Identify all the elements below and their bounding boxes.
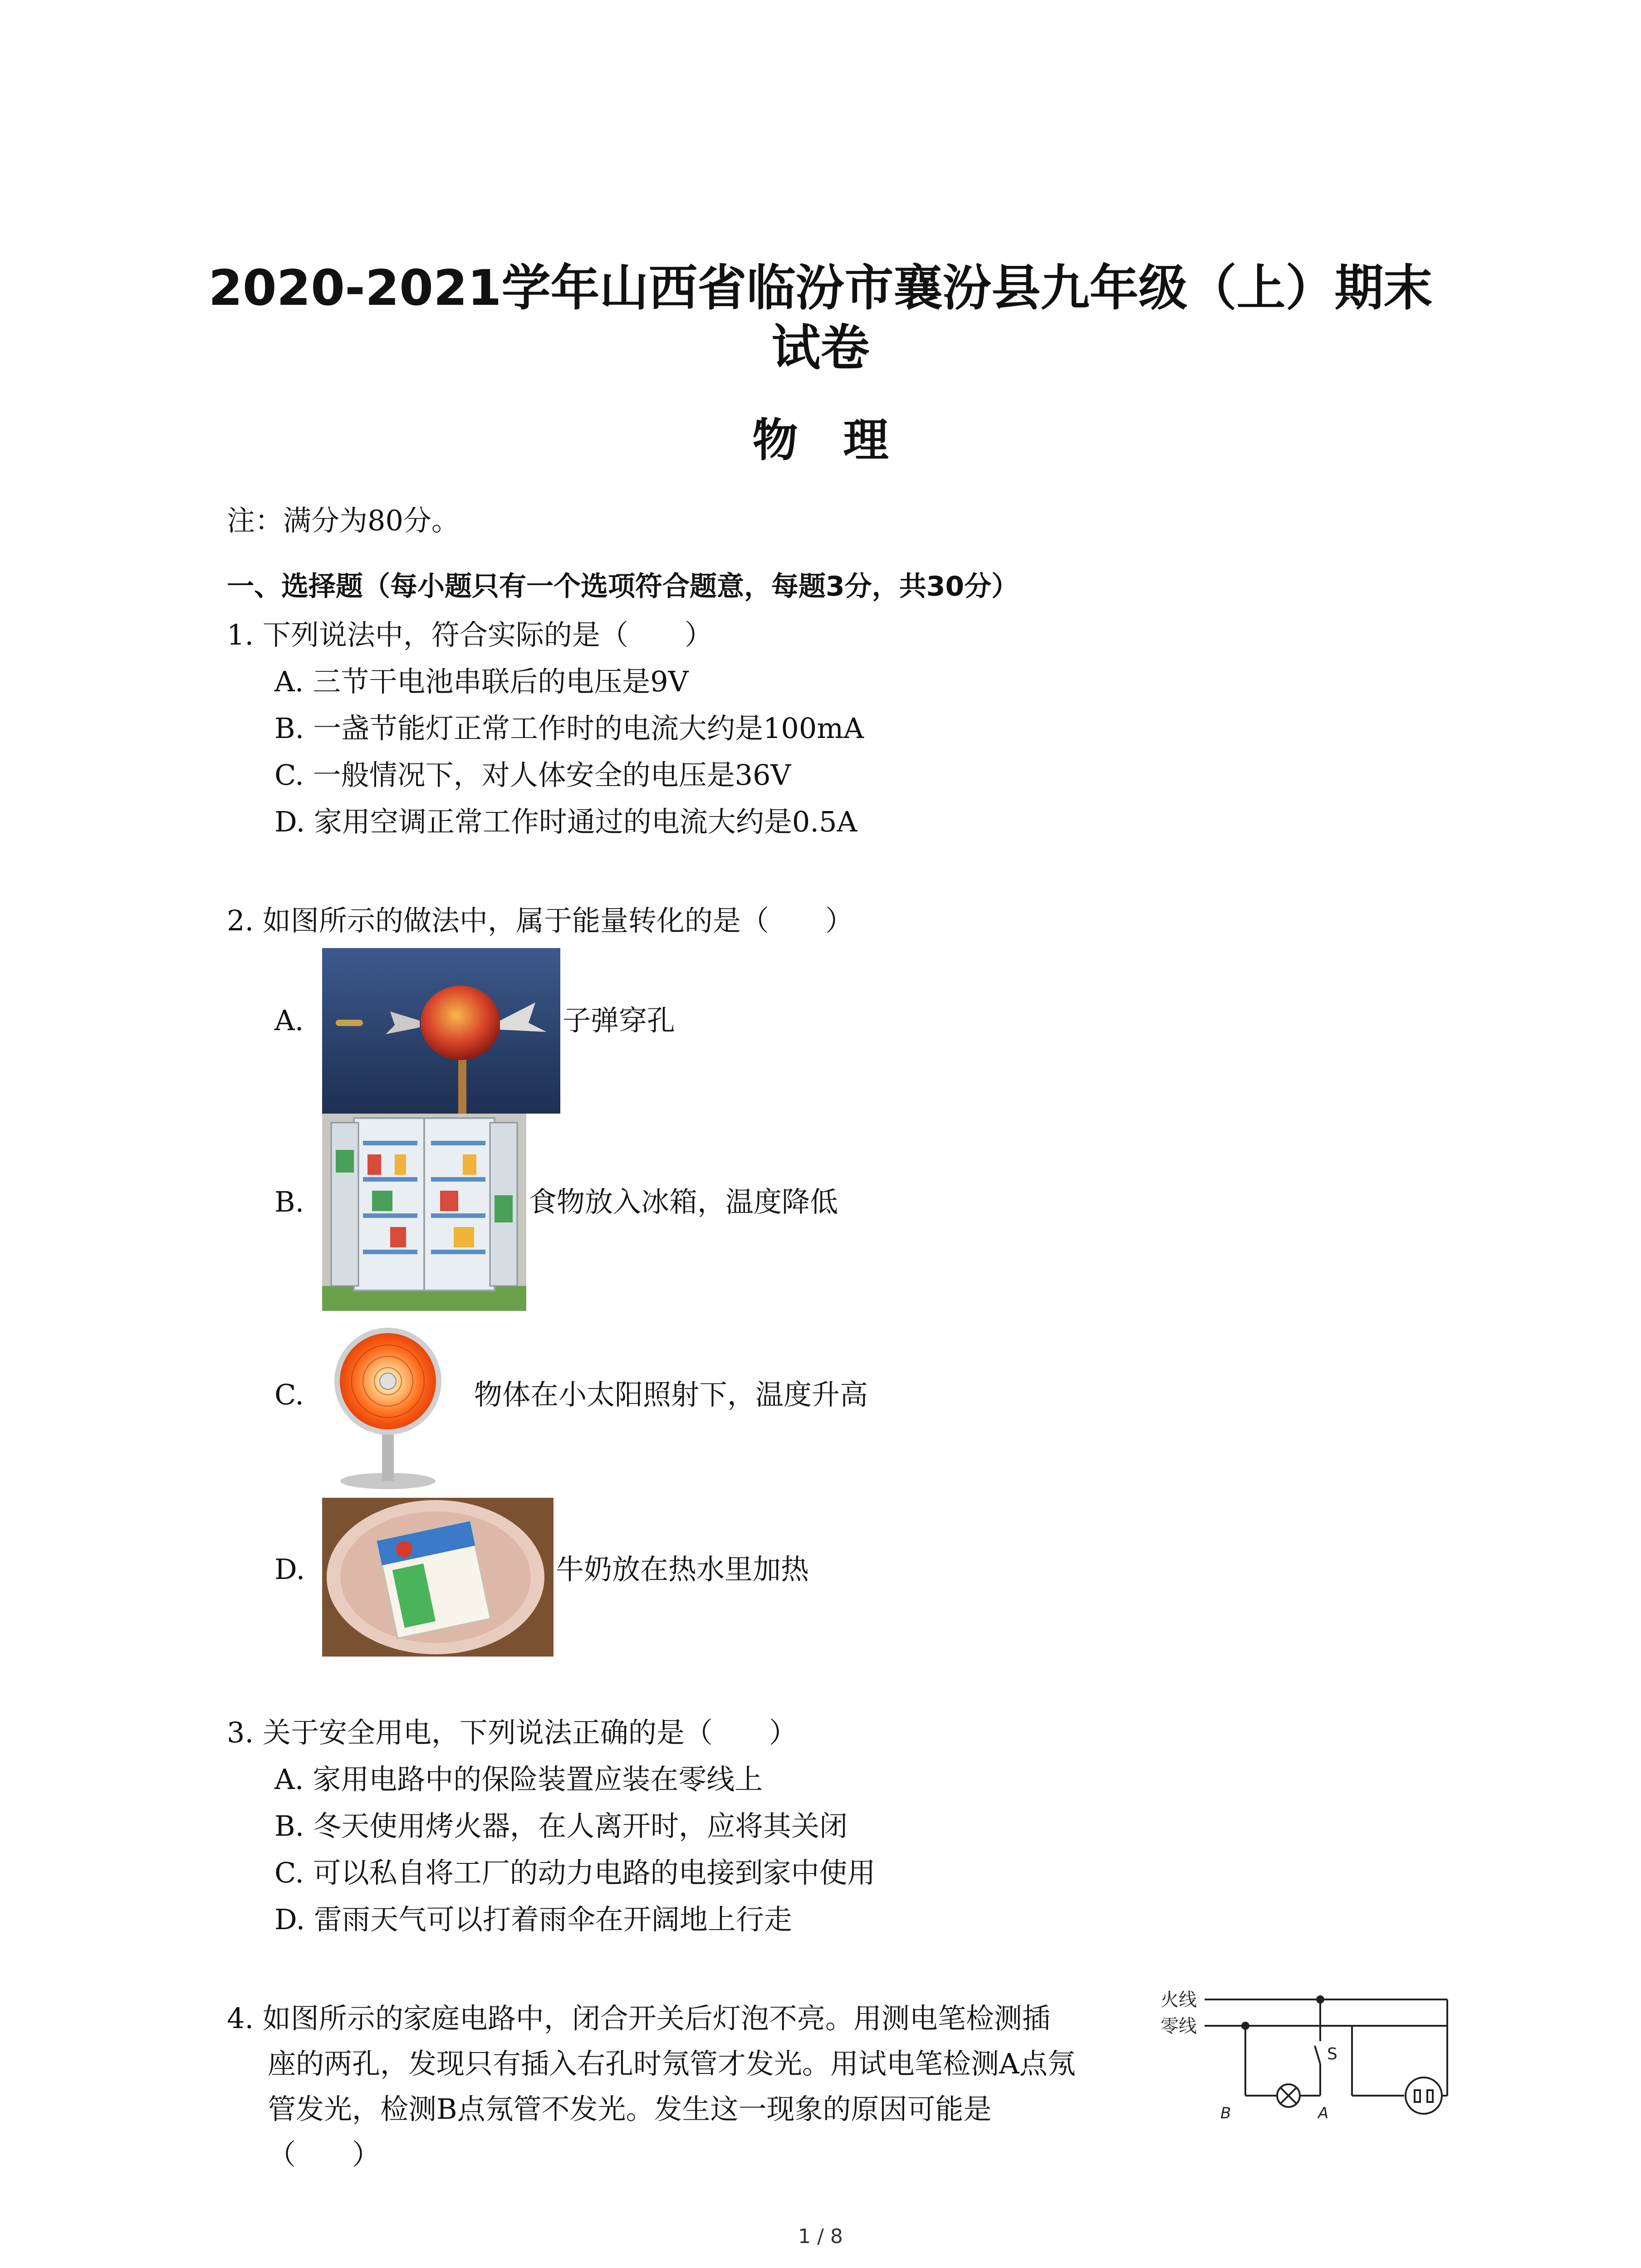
section-heading: 一、选择题（每小题只有一个选项符合题意，每题3分，共30分） <box>227 571 1019 602</box>
question-1-option-d: D. 家用空调正常工作时通过的电流大约是0.5A <box>274 805 857 838</box>
question-2-option-b-letter: B. <box>274 1185 304 1218</box>
page-number: 1 / 8 <box>798 2225 843 2248</box>
score-note: 注：满分为80分。 <box>227 504 460 537</box>
question-2-option-d-text: 牛奶放在热水里加热 <box>556 1553 809 1586</box>
switch-icon <box>1315 2046 1320 2064</box>
question-3-stem: 3. 关于安全用电，下列说法正确的是（ ） <box>227 1716 797 1749</box>
page-title-line2: 试卷 <box>771 320 870 376</box>
question-1-option-a: A. 三节干电池串联后的电压是9V <box>274 665 689 698</box>
milk-in-hot-water-image <box>322 1498 554 1657</box>
question-2-option-b-text: 食物放入冰箱，温度降低 <box>529 1185 838 1218</box>
subject-title: 物理 <box>752 414 934 467</box>
page-title: 2020-2021学年山西省临汾市襄汾县九年级（上）期末 <box>208 260 1433 317</box>
question-2-option-a-text: 子弹穿孔 <box>563 1004 676 1037</box>
household-circuit-diagram <box>1157 1987 1461 2132</box>
question-2-stem: 2. 如图所示的做法中，属于能量转化的是（ ） <box>227 904 853 937</box>
question-2-option-d-letter: D. <box>274 1553 305 1586</box>
point-a-label: A <box>1318 2104 1329 2122</box>
question-1-option-b: B. 一盏节能灯正常工作时的电流大约是100mA <box>274 712 864 745</box>
question-1-option-c: C. 一般情况下，对人体安全的电压是36V <box>274 758 791 792</box>
question-4-stem-line3: 管发光，检测B点氖管不发光。发生这一现象的原因可能是 <box>268 2092 992 2126</box>
refrigerator-image <box>322 1114 526 1311</box>
question-3-option-a: A. 家用电路中的保险装置应装在零线上 <box>274 1763 763 1796</box>
switch-label: S <box>1327 2045 1337 2063</box>
point-b-label: B <box>1220 2104 1231 2122</box>
socket-icon <box>1406 2077 1442 2114</box>
question-2-option-c-letter: C. <box>274 1378 304 1411</box>
live-wire-label: 火线 <box>1161 1989 1197 2010</box>
question-2-option-a-letter: A. <box>274 1004 304 1037</box>
question-3-option-c: C. 可以私自将工厂的动力电路的电接到家中使用 <box>274 1856 876 1889</box>
question-2-option-c-text: 物体在小太阳照射下，温度升高 <box>474 1378 868 1411</box>
sun-heater-image <box>327 1320 449 1492</box>
neutral-wire-label: 零线 <box>1161 2016 1197 2037</box>
question-1-stem: 1. 下列说法中，符合实际的是（ ） <box>227 618 713 651</box>
question-4-stem-line2: 座的两孔，发现只有插入右孔时氖管才发光。用试电笔检测A点氖 <box>268 2047 1076 2080</box>
question-4-stem-line4: （ ） <box>268 2138 381 2171</box>
question-3-option-b: B. 冬天使用烤火器，在人离开时，应将其关闭 <box>274 1809 847 1843</box>
bullet-apple-image <box>322 948 560 1114</box>
question-3-option-d: D. 雷雨天气可以打着雨伞在开阔地上行走 <box>274 1903 792 1936</box>
question-4-stem-line1: 4. 如图所示的家庭电路中，闭合开关后灯泡不亮。用测电笔检测插 <box>227 2002 1050 2035</box>
